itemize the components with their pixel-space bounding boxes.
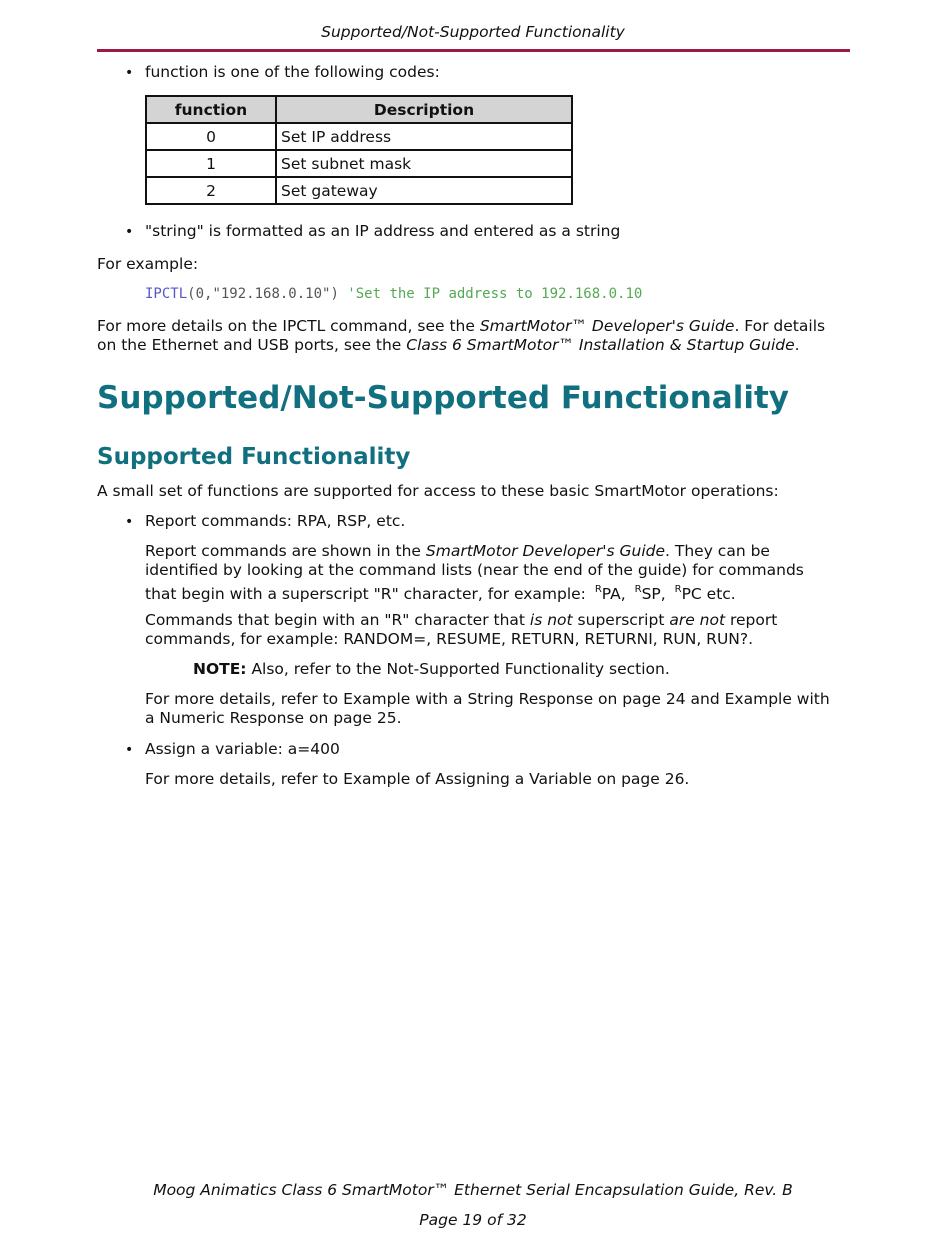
bullet-marker: • [125,65,134,81]
table-header-function: function [146,96,276,123]
table-cell-description: Set gateway [276,177,572,204]
table-cell-description: Set IP address [276,123,572,150]
text-run: that begin with a superscript "R" character, for example: [145,585,591,603]
note-label: NOTE: [193,660,247,678]
code-args: (0,"192.168.0.10") [187,286,339,302]
code-example [145,286,642,302]
table-header-description: Description [276,96,572,123]
bullet-string-text: "string" is formatted as an IP address and entered as a string [145,222,621,240]
table-cell-function: 1 [146,150,276,177]
text-run: Report commands are shown in the [145,542,426,560]
function-codes-table [145,95,573,205]
guide-title-installation: Class 6 SmartMotor™ Installation & Startup Guide [406,336,795,354]
text-run: on the Ethernet and USB ports, see the [97,336,407,354]
running-header: Supported/Not-Supported Functionality [321,23,625,41]
text-line: a Numeric Response on page 25. [145,709,402,727]
section-title: Supported/Not-Supported Functionality [97,380,789,416]
bullet-marker: • [125,224,134,240]
text-run: superscript [572,611,670,629]
emphasis-is-not: is not [529,611,573,629]
note-text: Also, refer to the Not-Supported Functionality section. [246,660,670,678]
table-row [146,123,572,150]
superscript-r: R [634,584,642,595]
example-rpa: PA, [601,585,631,603]
table-row [146,177,572,204]
example-rpc: PC etc. [681,585,736,603]
code-comment: 'Set the IP address to 192.168.0.10 [338,286,643,302]
text-run: . [794,336,800,354]
section-lead: A small set of functions are supported for access to these basic SmartMotor operations: [97,482,779,500]
subsection-title: Supported Functionality [97,444,411,470]
table-cell-description: Set subnet mask [276,150,572,177]
footer-page-number: Page 19 of 32 [419,1211,527,1229]
table-row [146,150,572,177]
guide-title-developer: SmartMotor Developer's Guide [425,542,666,560]
text-run: Commands that begin with an "R" character that [145,611,530,629]
assign-details-paragraph: For more details, refer to Example of Assigning a Variable on page 26. [145,770,690,788]
example-rsp: SP, [641,585,671,603]
guide-title-developer: SmartMotor™ Developer's Guide [479,317,735,335]
more-details-paragraph [97,317,857,355]
bullet-assign-variable: Assign a variable: a=400 [145,740,340,758]
bullet-report-commands: Report commands: RPA, RSP, etc. [145,512,406,530]
emphasis-are-not: are not [669,611,726,629]
superscript-r: R [594,584,602,595]
note [193,660,670,678]
text-run: report [725,611,778,629]
text-run: For more details on the IPCTL command, see the [97,317,480,335]
superscript-r: R [674,584,682,595]
bullet-function-text: function is one of the following codes: [145,63,440,81]
text-line: For more details, refer to Example with a String Response on page 24 and Example with [145,690,830,708]
bullet-marker: • [125,742,134,758]
text-run: . For details [734,317,826,335]
non-report-commands-paragraph [145,611,865,649]
code-keyword: IPCTL [145,286,188,302]
text-line: identified by looking at the command lists (near the end of the guide) for commands [145,561,804,579]
header-rule [97,49,850,52]
table-header-row [146,96,572,123]
footer-document-title: Moog Animatics Class 6 SmartMotor™ Ethernet Serial Encapsulation Guide, Rev. B [153,1181,793,1199]
for-example-label: For example: [97,255,199,273]
table-cell-function: 2 [146,177,276,204]
text-run: . They can be [665,542,770,560]
details-paragraph [145,690,865,728]
text-line: commands, for example: RANDOM=, RESUME, RETURN, RETURNI, RUN, RUN?. [145,630,754,648]
table-cell-function: 0 [146,123,276,150]
bullet-marker: • [125,514,134,530]
report-commands-paragraph [145,542,865,604]
